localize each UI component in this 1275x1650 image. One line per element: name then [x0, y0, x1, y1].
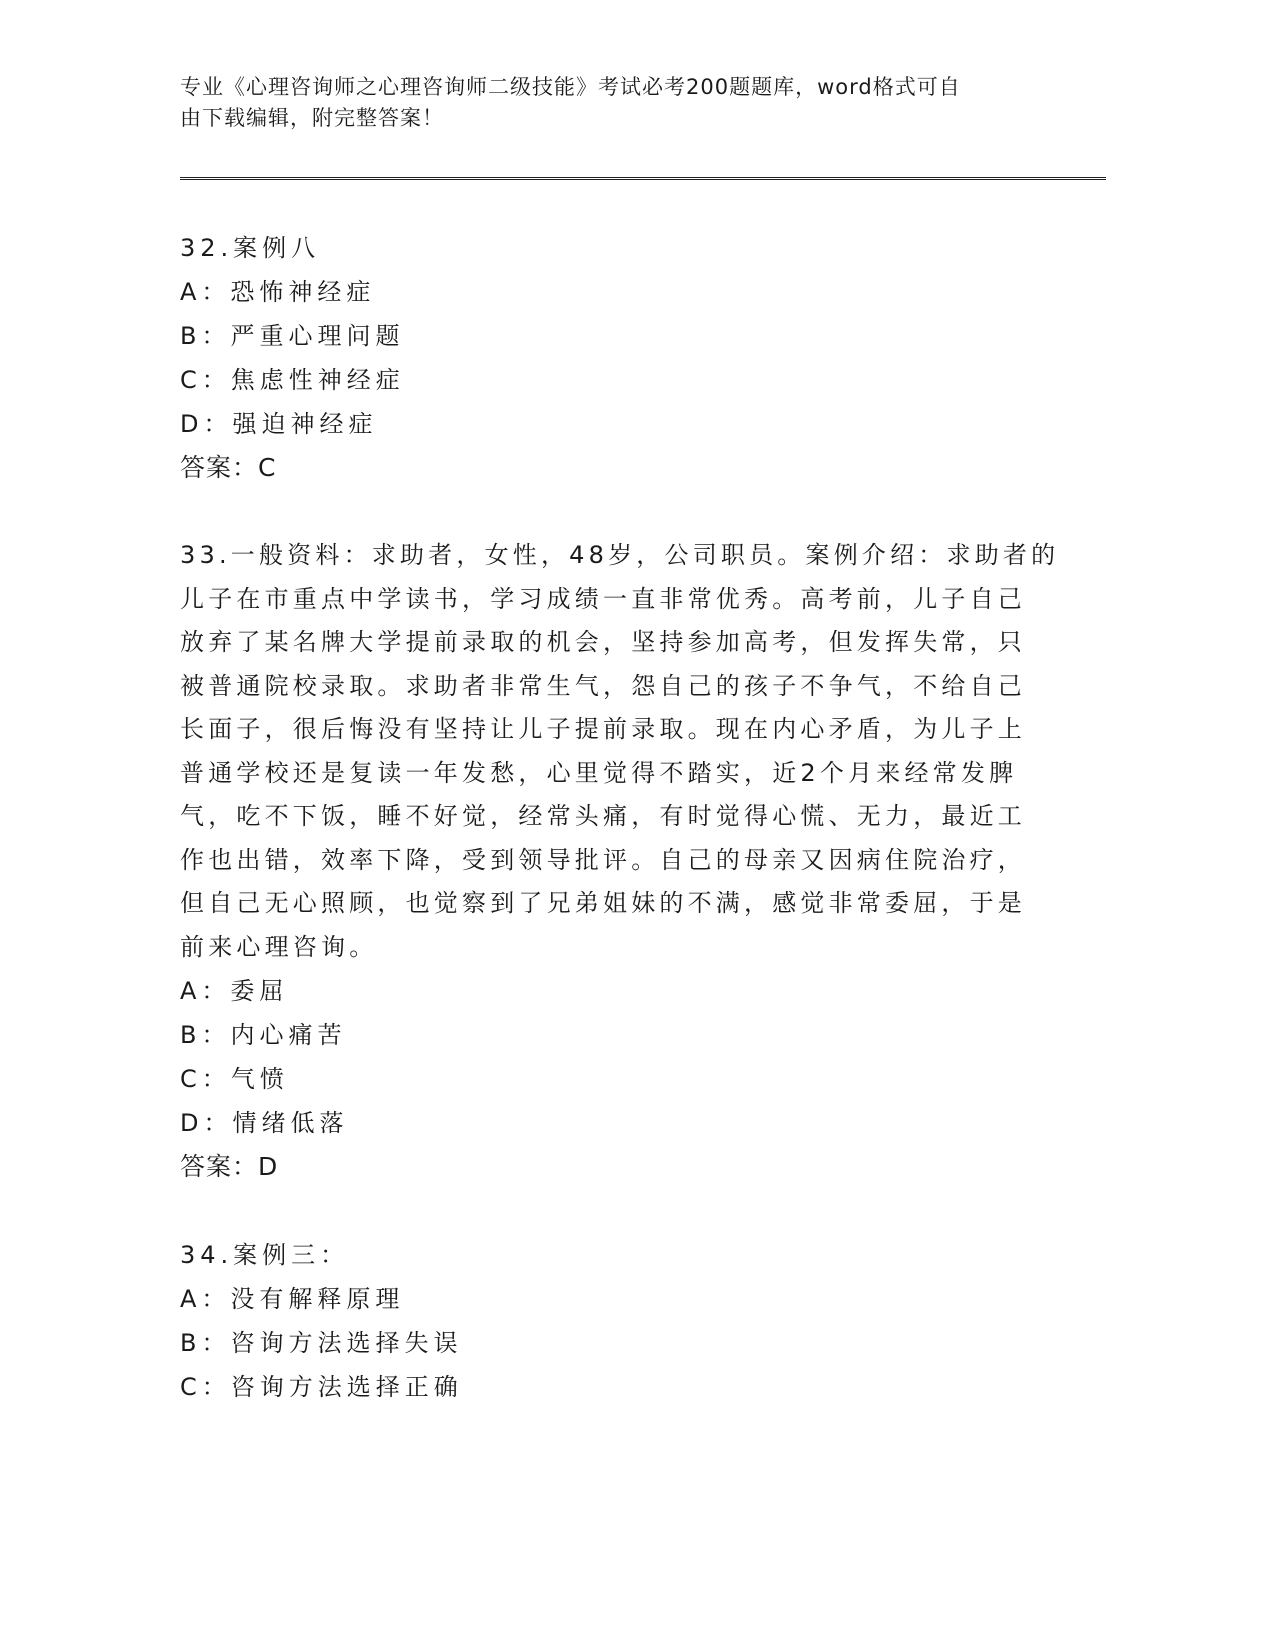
question-stem-line: 儿子在市重点中学读书，学习成绩一直非常优秀。高考前，儿子自己: [180, 584, 1026, 613]
option-c: C：气愤: [180, 1065, 289, 1093]
option-d: D：情绪低落: [180, 1109, 349, 1137]
option-a: A：恐怖神经症: [180, 278, 376, 306]
question-stem: 34.案例三：: [180, 1241, 350, 1269]
question-32: [180, 226, 1060, 490]
option-d: D：强迫神经症: [180, 410, 378, 438]
question-list: [180, 226, 1060, 1409]
question-stem-line: 气，吃不下饭，睡不好觉，经常头痛，有时觉得心慌、无力，最近工: [180, 802, 1026, 830]
answer-line: 答案：D: [180, 1152, 279, 1181]
option-b: B：咨询方法选择失误: [180, 1329, 463, 1357]
question-stem-line: 作也出错，效率下降，受到领导批评。自己的母亲又因病住院治疗，: [180, 845, 1026, 874]
answer-line: 答案：C: [180, 453, 277, 482]
option-c: C：焦虑性神经症: [180, 366, 405, 394]
header-line-2: 由下载编辑，附完整答案！: [180, 106, 444, 130]
question-stem-line: 长面子，很后悔没有坚持让儿子提前录取。现在内心矛盾，为儿子上: [180, 715, 1026, 743]
question-stem: 32.案例八: [180, 234, 321, 262]
question-stem-line: 被普通院校录取。求助者非常生气，怨自己的孩子不争气，不给自己: [180, 671, 1026, 700]
question-stem-line: 33.一般资料：求助者，女性，48岁，公司职员。案例介绍：求助者的: [180, 541, 1060, 569]
question-stem-line: 但自己无心照顾，也觉察到了兄弟姐妹的不满，感觉非常委屈，于是: [180, 889, 1026, 917]
spacer: [180, 490, 1060, 534]
option-a: A：委屈: [180, 977, 289, 1005]
option-a: A：没有解释原理: [180, 1285, 405, 1313]
question-stem-line: 前来心理咨询。: [180, 932, 378, 961]
question-34: [180, 1233, 1060, 1409]
question-33: [180, 534, 1060, 1189]
option-b: B：内心痛苦: [180, 1021, 347, 1049]
document-header: [180, 72, 1040, 134]
header-divider: [180, 177, 1106, 180]
option-b: B：严重心理问题: [180, 322, 405, 350]
question-stem-line: 放弃了某名牌大学提前录取的机会，坚持参加高考，但发挥失常，只: [180, 628, 1026, 656]
spacer: [180, 1189, 1060, 1233]
option-c: C：咨询方法选择正确: [180, 1373, 463, 1401]
question-stem-line: 普通学校还是复读一年发愁，心里觉得不踏实，近2个月来经常发脾: [180, 758, 1018, 787]
header-line-1: 专业《心理咨询师之心理咨询师二级技能》考试必考200题题库，word格式可自: [180, 75, 961, 99]
